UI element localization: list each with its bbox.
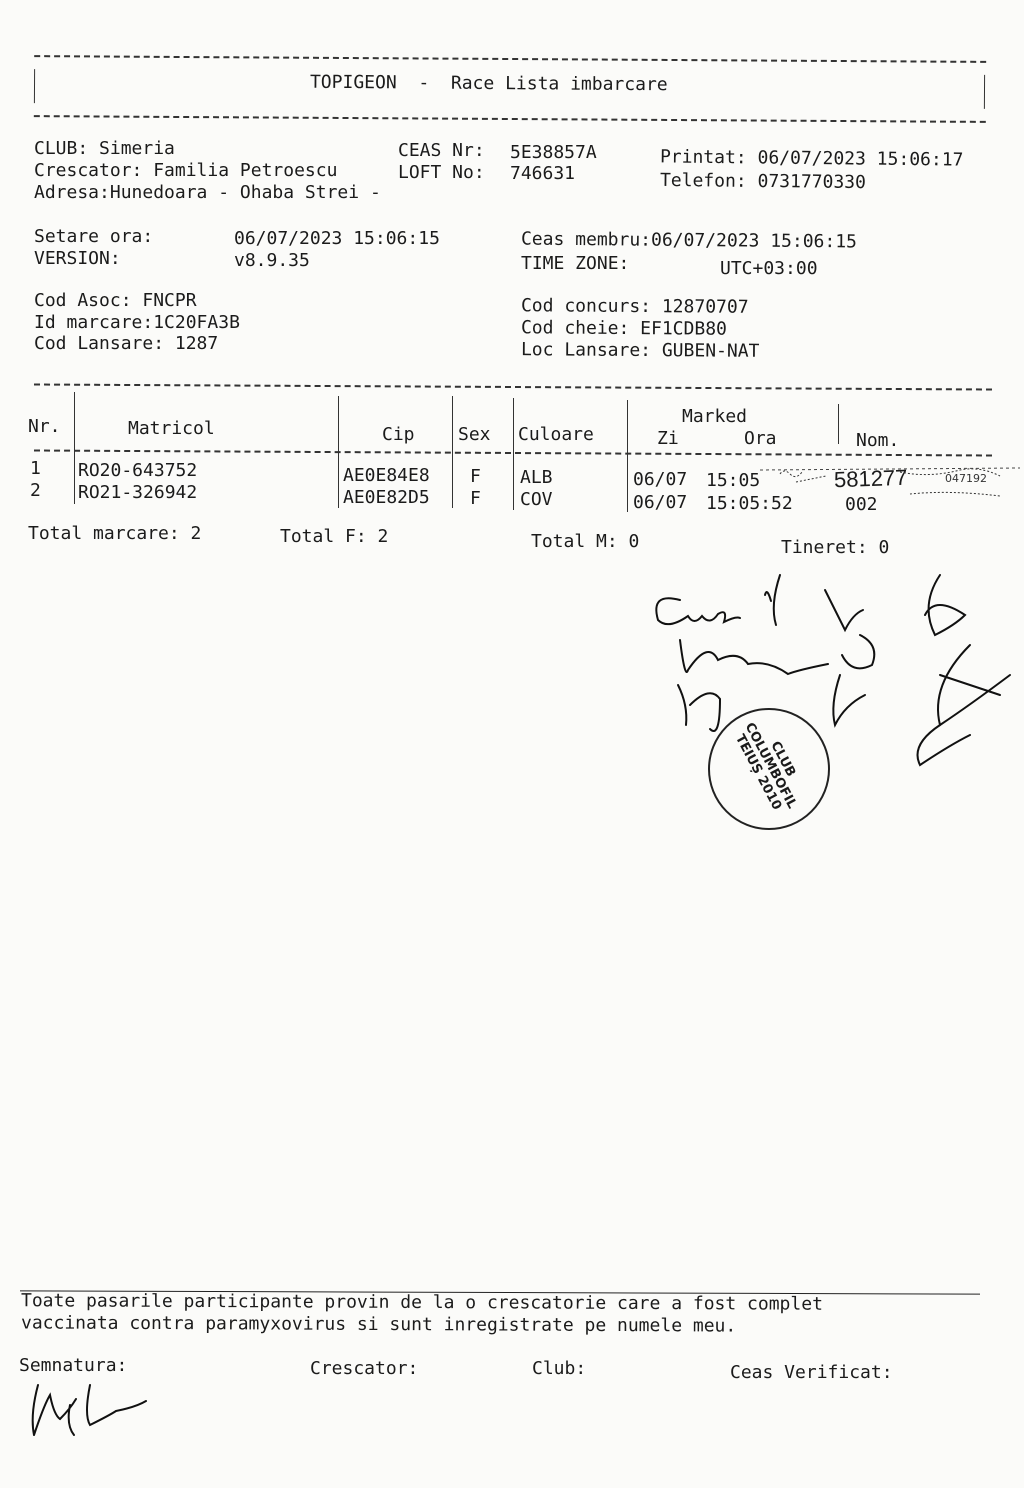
cod-concurs-line: Cod concurs: 12870707 [520,295,749,318]
col-header-matricol: Matricol [128,418,215,439]
table-col-divider [452,396,453,508]
cell-sex: F [470,466,481,487]
cell-nr: 1 [30,458,41,479]
header-box-left-border [34,69,35,103]
loc-lansare-line: Loc Lansare: GUBEN-NAT [520,339,760,362]
app-name: TOPIGEON [309,71,397,94]
ceas-nr-label: CEAS Nr: [398,140,485,161]
table-col-divider [513,398,514,510]
cell-nom: 581277 [833,464,908,493]
club-stamp-text: CLUB COLUMBOFIL TEIUȘ 2010 [731,720,800,813]
telefon-line: Telefon: 0731770330 [659,169,867,194]
loft-no-value: 746631 [510,163,576,184]
crescator-signature-label: Crescator: [310,1358,419,1379]
breeder-signature [20,1375,160,1445]
table-col-divider [838,404,839,444]
version-value: v8.9.35 [234,250,310,271]
col-header-cip: Cip [382,424,415,445]
cell-culoare: COV [520,489,553,510]
table-col-divider [74,392,75,504]
declaration-line-2: vaccinata contra paramyxovirus si sunt inregistrate pe numele meu. [20,1312,737,1337]
time-zone-value: UTC+03:00 [720,258,818,279]
club-signature-label: Club: [532,1358,587,1379]
crescator-line: Crescator: Familia Petroescu [34,160,338,181]
ceas-verificat-label: Ceas Verificat: [730,1362,893,1383]
col-header-ora: Ora [744,428,777,449]
total-marcare: Total marcare: 2 [28,523,202,544]
cell-cip: AE0E82D5 [343,487,430,508]
time-zone-label: TIME ZONE: [521,253,630,274]
cell-matricol: RO21-326942 [78,482,198,503]
col-header-sex: Sex [458,424,491,445]
version-label: VERSION: [34,248,121,269]
club-line: CLUB: Simeria [34,138,175,159]
cod-lansare-line: Cod Lansare: 1287 [34,333,219,354]
setare-ora-value: 06/07/2023 15:06:15 [234,228,440,249]
col-header-culoare: Culoare [518,424,594,445]
cod-asoc-line: Cod Asoc: FNCPR [34,290,197,311]
cell-matricol: RO20-643752 [78,460,198,481]
loft-no-label: LOFT No: [398,162,485,183]
table-col-divider [627,400,628,512]
cell-zi: 06/07 [633,469,688,490]
ceas-membru-line: Ceas membru:06/07/2023 15:06:15 [520,228,858,253]
page-title [310,72,668,95]
cell-ora: 15:05:52 [706,493,793,514]
cell-zi: 06/07 [633,492,688,513]
setare-ora-label: Setare ora: [34,226,154,247]
title-separator: - [418,72,430,94]
handwritten-signatures [640,565,1024,795]
adresa-line: Adresa:Hunedoara - Ohaba Strei - [34,182,381,203]
id-marcare-line: Id marcare:1C20FA3B [34,312,240,333]
table-col-divider [338,396,339,508]
cell-cip: AE0E84E8 [343,465,430,486]
tineret: Tineret: 0 [781,537,890,558]
cell-ora: 15:05 [706,470,761,491]
cell-sex: F [470,488,481,509]
semnatura-label: Semnatura: [19,1355,128,1376]
printat-line: Printat: 06/07/2023 15:06:17 [659,146,964,171]
clock-stamp-number: 047192 [945,472,987,485]
total-f: Total F: 2 [280,526,389,547]
col-header-zi: Zi [657,428,679,449]
cell-culoare: ALB [520,467,553,488]
cell-nr: 2 [30,480,41,501]
cell-nom: 002 [845,494,878,515]
table-top-rule [34,383,992,390]
col-header-nr: Nr. [28,416,61,437]
col-header-nom: Nom. [856,430,900,451]
document-title: Race Lista imbarcare [450,72,668,96]
ceas-nr-value: 5E38857A [510,142,597,163]
total-m: Total M: 0 [531,531,640,552]
header-box-right-border [984,75,985,109]
col-header-marked: Marked [682,406,748,427]
declaration-line-1: Toate pasarile participante provin de la o crescatorie care a fost complet [20,1290,823,1315]
cod-cheie-line: Cod cheie: EF1CDB80 [520,317,727,340]
